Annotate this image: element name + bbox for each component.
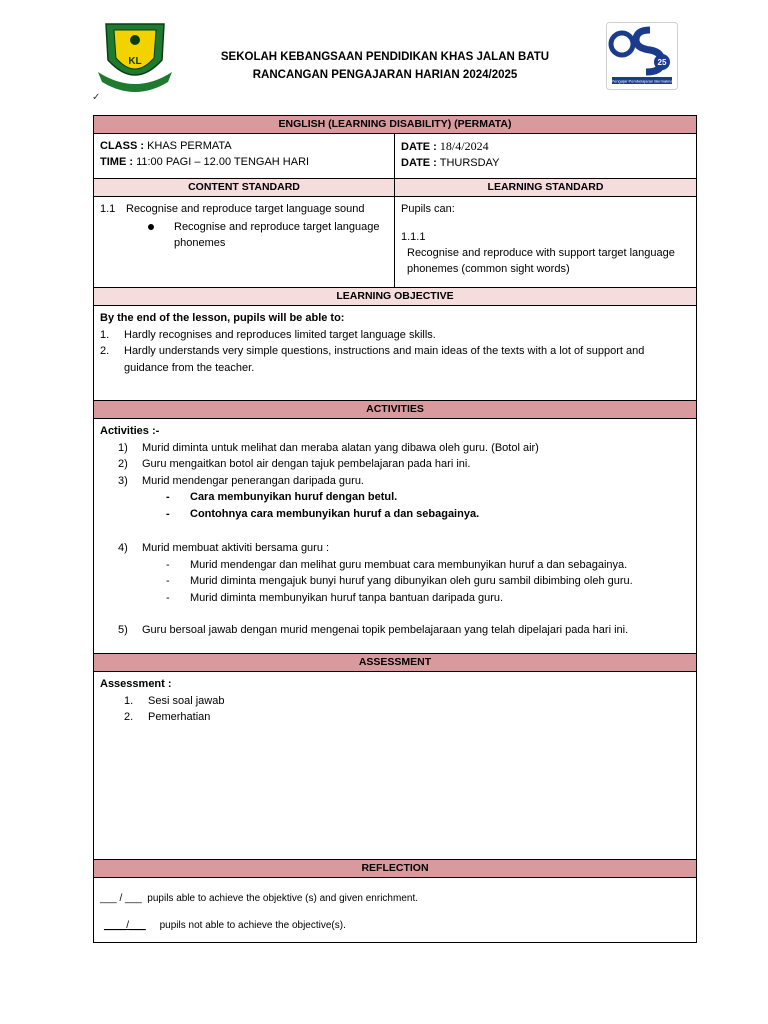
plan-title: RANCANGAN PENGAJARAN HARIAN 2024/2025 xyxy=(252,69,518,81)
assessment-list xyxy=(100,693,690,726)
learning-standard-cell xyxy=(395,197,696,287)
list-item: 1) Murid diminta untuk melihat dan meraba alatan yang dibawa oleh guru. (Botol air) xyxy=(118,441,539,454)
date-cell xyxy=(395,134,696,178)
class-label: CLASS : xyxy=(100,140,144,152)
date-value: 18/4/2024 xyxy=(439,139,489,153)
content-standard-text: Recognise and reproduce target language sound xyxy=(126,203,365,215)
not-achieved-blank: ____/___ xyxy=(104,920,146,931)
list-item: - Murid diminta mengajuk bunyi huruf yang dibunyikan oleh guru sambil dibimbing oleh guru. xyxy=(166,575,633,587)
assessment-section xyxy=(94,672,696,860)
achieved-blank: ___ / ___ xyxy=(100,893,142,904)
reflection-line-achieved xyxy=(94,893,696,904)
time-label: TIME : xyxy=(100,156,133,168)
achieved-text: pupils able to achieve the objektive (s) and given enrichment. xyxy=(147,893,418,904)
learning-standard-header: LEARNING STANDARD xyxy=(487,181,604,193)
list-item: 2. Hardly understands very simple questions, instructions and main ideas of the texts with a lot of support and guidance from the teacher. xyxy=(100,345,645,374)
assessment-intro: Assessment : xyxy=(100,678,172,690)
activity-3-sublist xyxy=(100,489,690,522)
standards-header xyxy=(94,179,696,197)
activities-list xyxy=(100,440,690,490)
day-value: THURSDAY xyxy=(439,157,500,169)
list-item: 3) Murid mendengar penerangan daripada guru. xyxy=(118,474,364,487)
objective-section xyxy=(94,306,696,401)
activities-intro: Activities :- xyxy=(100,425,160,437)
learning-standard-text: Recognise and reproduce with support target language phonemes (common sight words) xyxy=(407,247,675,275)
reflection-section xyxy=(94,878,696,942)
assessment-header: ASSESSMENT xyxy=(94,654,696,672)
content-standard-header: CONTENT STANDARD xyxy=(94,179,395,196)
school-crest-logo xyxy=(96,20,174,94)
list-item: 5) Guru bersoal jawab dengan murid mengenai topik pembelajaraan yang telah dipelajari pada hari ini. xyxy=(118,624,629,636)
objective-header: LEARNING OBJECTIVE xyxy=(94,288,696,306)
list-item: 1. Sesi soal jawab xyxy=(124,694,225,707)
lesson-plan-table xyxy=(93,115,697,943)
list-item: - Murid diminta membunyikan huruf tanpa bantuan daripada guru. xyxy=(166,591,504,604)
activity-4-sublist xyxy=(100,557,690,607)
content-standard-cell xyxy=(94,197,395,287)
time-value: 11:00 PAGI – 12.00 TENGAH HARI xyxy=(136,156,310,168)
document-title xyxy=(180,48,590,84)
list-item: - Cara membunyikan huruf dengan betul. xyxy=(166,491,398,503)
date-label: DATE : xyxy=(401,141,437,153)
day-label: DATE : xyxy=(401,157,437,169)
activities-header: ACTIVITIES xyxy=(94,401,696,419)
standards-row xyxy=(94,197,696,288)
list-item: 2) Guru mengaitkan botol air dengan tajuk pembelajaran pada hari ini. xyxy=(118,458,471,470)
list-item: - Murid mendengar dan melihat guru membuat cara membunyikan huruf a dan sebagainya. xyxy=(166,558,628,571)
list-item: - Contohnya cara membunyikan huruf a dan sebagainya. xyxy=(166,507,480,520)
info-row xyxy=(94,134,696,179)
reflection-header: REFLECTION xyxy=(94,860,696,878)
not-achieved-text: pupils not able to achieve the objective(s). xyxy=(159,920,346,931)
crest-initials: KL xyxy=(128,56,142,67)
content-standard-bullet: Recognise and reproduce target language phonemes xyxy=(174,221,380,249)
reflection-line-not-achieved xyxy=(94,920,696,931)
class-time-cell xyxy=(94,134,395,178)
content-standard-number: 1.1 xyxy=(100,203,116,215)
learning-standard-intro: Pupils can: xyxy=(401,203,455,215)
activities-list-3 xyxy=(100,622,690,639)
list-item: 4) Murid membuat aktiviti bersama guru : xyxy=(118,542,330,554)
school-name: SEKOLAH KEBANGSAAN PENDIDIKAN KHAS JALAN BATU xyxy=(220,51,550,63)
class-value: KHAS PERMATA xyxy=(147,140,232,152)
objective-list xyxy=(100,327,690,377)
logo-caption: Pengajar Pembelajaran Bermakna xyxy=(611,78,673,84)
activities-section xyxy=(94,419,696,654)
page-header xyxy=(0,0,768,110)
learning-standard-number: 1.1.1 xyxy=(401,231,426,243)
list-item: 2. Pemerhatian xyxy=(124,711,211,723)
subject-header: ENGLISH (LEARNING DISABILITY) (PERMATA) xyxy=(94,116,696,134)
ministry-logo xyxy=(606,22,678,90)
objective-intro: By the end of the lesson, pupils will be able to: xyxy=(100,312,345,324)
list-item: 1. Hardly recognises and reproduces limited target language skills. xyxy=(100,328,436,341)
logo-number: 25 xyxy=(657,58,667,67)
activities-list-2 xyxy=(100,540,690,557)
bullet-icon xyxy=(148,219,174,251)
check-mark-icon: ✓ xyxy=(92,92,101,103)
